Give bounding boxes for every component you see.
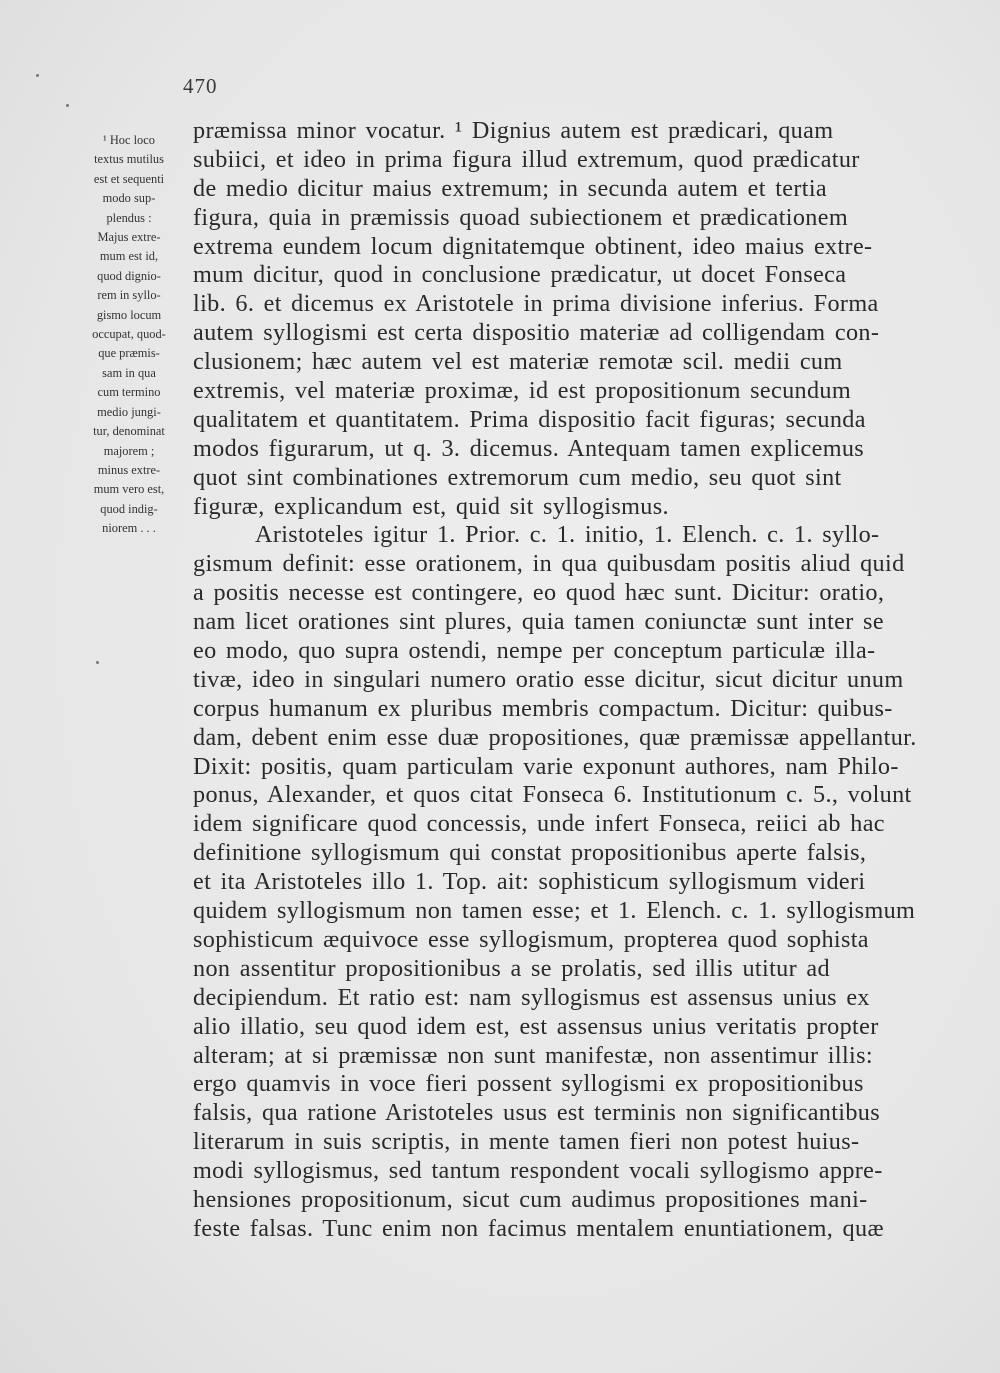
text-line: tivæ, ideo in singulari numero oratio esse dicitur, sicut dicitur unum (193, 665, 904, 693)
text-line: nam licet orationes sint plures, quia tamen coniunctæ sunt inter se (193, 608, 884, 636)
page-number: 470 (183, 74, 218, 98)
margin-note-line: Majus extre- (97, 230, 161, 245)
margin-note-line: occupat, quod- (92, 327, 166, 342)
text-line: literarum in suis scriptis, in mente tamen fieri non potest huius- (193, 1128, 860, 1156)
margin-note-line: rem in syllo- (97, 288, 161, 303)
text-line: ergo quamvis in voce fieri possent syllogismi ex propositionibus (193, 1070, 864, 1098)
margin-note-line: niorem . . . (102, 521, 156, 536)
margin-note-line: minus extre- (97, 462, 161, 477)
text-line: alio illatio, seu quod idem est, est assensus unius veritatis propter (193, 1012, 879, 1040)
margin-note-line: mum est id, (99, 249, 159, 264)
speck (96, 661, 99, 664)
margin-note-line: medio jungi- (97, 404, 161, 419)
text-line: modos figurarum, ut q. 3. dicemus. Antequam tamen explicemus (193, 434, 865, 462)
text-line: falsis, qua ratione Aristoteles usus est terminis non significantibus (193, 1099, 881, 1127)
margin-note-line: cum termino (97, 385, 161, 400)
text-line: figura, quia in præmissis quoad subiectionem et prædicationem (193, 203, 848, 231)
text-line: feste falsas. Tunc enim non facimus mentalem enuntiationem, quæ (193, 1214, 884, 1242)
text-line: Dixit: positis, quam particulam varie exponunt authores, nam Philo- (193, 752, 899, 780)
text-line: quot sint combinationes extremorum cum medio, seu quot sint (193, 463, 842, 491)
margin-note-line: gismo locum (96, 307, 162, 322)
speck (66, 104, 69, 107)
text-line: dam, debent enim esse duæ propositiones, quæ præmissæ appellantur. (193, 723, 917, 751)
text-line: quidem syllogismum non tamen esse; et 1. Elench. c. 1. syllogismum (193, 897, 916, 925)
text-line: eo modo, quo supra ostendi, nempe per conceptum particulæ illa- (193, 637, 876, 665)
text-line: decipiendum. Et ratio est: nam syllogismus est assensus unius ex (193, 983, 870, 1011)
margin-note-line: quod indig- (100, 501, 158, 516)
text-line: ponus, Alexander, et quos citat Fonseca 6. Institutionum c. 5., volunt (193, 781, 912, 809)
text-line: extrema eundem locum dignitatemque obtinent, ideo maius extre- (193, 232, 873, 260)
margin-note-line: plendus : (106, 210, 152, 225)
text-line: figuræ, explicandum est, quid sit syllogismus. (193, 492, 669, 520)
text-line: corpus humanum ex pluribus membris compactum. Dicitur: quibus- (193, 694, 893, 722)
text-line: qualitatem et quantitatem. Prima dispositio facit figuras; secunda (193, 405, 866, 433)
text-line: alteram; at si præmissæ non sunt manifestæ, non assentimur illis: (193, 1041, 873, 1069)
text-line: a positis necesse est contingere, eo quod hæc sunt. Dicitur: oratio, (193, 579, 885, 607)
text-line: lib. 6. et dicemus ex Aristotele in prima divisione inferius. Forma (193, 290, 879, 318)
main-text (193, 117, 938, 1244)
margin-note (70, 131, 188, 539)
margin-note-line: que præmis- (98, 346, 160, 361)
text-line: hensiones propositionum, sicut cum audimus propositiones mani- (193, 1185, 868, 1213)
paragraph-start-line: Aristoteles igitur 1. Prior. c. 1. initio, 1. Elench. c. 1. syllo- (255, 521, 880, 549)
margin-note-line: quod dignio- (97, 268, 161, 283)
speck (36, 74, 39, 77)
text-line: subiici, et ideo in prima figura illud extremum, quod prædicatur (193, 145, 860, 173)
text-line: clusionem; hæc autem vel est materiæ remotæ scil. medii cum (193, 348, 843, 376)
margin-note-line: tur, denominat (93, 424, 165, 439)
margin-note-line: mum vero est, (93, 482, 165, 497)
text-line: et ita Aristoteles illo 1. Top. ait: sophisticum syllogismum videri (193, 868, 866, 896)
text-line: gismum definit: esse orationem, in qua quibusdam positis aliud quid (193, 550, 905, 578)
text-line: definitione syllogismum qui constat propositionibus aperte falsis, (193, 839, 867, 867)
margin-note-line: sam in qua (102, 365, 156, 380)
text-line: sophisticum æquivoce esse syllogismum, propterea quod sophista (193, 925, 869, 953)
text-line: præmissa minor vocatur. ¹ Dignius autem est prædicari, quam (193, 117, 834, 144)
text-line: autem syllogismi est certa dispositio materiæ ad colligendam con- (193, 319, 880, 347)
text-line: extremis, vel materiæ proximæ, id est propositionum secundum (193, 377, 852, 405)
text-line: modi syllogismus, sed tantum respondent vocali syllogismo appre- (193, 1157, 883, 1185)
margin-note-line: est et sequenti (93, 171, 165, 186)
text-line: non assentitur propositionibus a se prolatis, sed illis utitur ad (193, 954, 830, 982)
text-line: mum dicitur, quod in conclusione prædicatur, ut docet Fonseca (193, 261, 847, 289)
margin-note-line: modo sup- (102, 191, 156, 206)
text-line: idem significare quod concessis, unde infert Fonseca, reiici ab hac (193, 810, 885, 838)
margin-note-line: ¹ Hoc loco (103, 133, 155, 147)
margin-note-line: majorem ; (103, 443, 155, 458)
text-line: de medio dicitur maius extremum; in secunda autem et tertia (193, 174, 828, 202)
margin-note-line: textus mutilus (94, 152, 164, 167)
